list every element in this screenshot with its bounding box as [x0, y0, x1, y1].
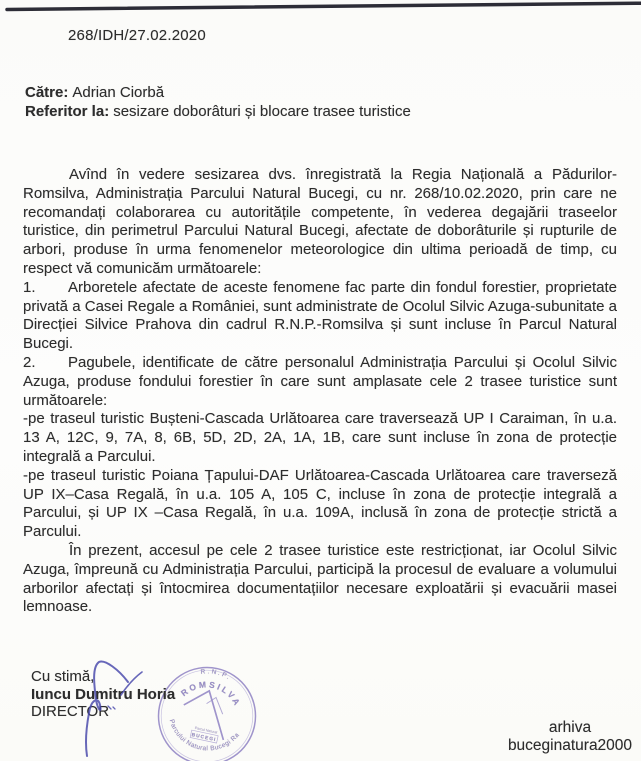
- recipient-line: [25, 84, 411, 103]
- signer-name: Iuncu Dumitru Horia: [31, 685, 176, 703]
- subject-label: Referitor la:: [25, 102, 110, 120]
- stamp-center-line2: BUCEGI: [190, 733, 217, 744]
- paragraph-route-1: -pe traseul turistic Bușteni-Cascada Urlătoarea care traversează UP I Caraiman, în u.a. 13 A, 12C, 9, 7A, 8, 6B, 5D, 2D, 2A, 1A, 1B, care sunt incluse în zona de protecție integrală a Parcului.: [23, 410, 617, 465]
- paragraph-closing: În prezent, accesul pe cele 2 trasee turistice este restricționat, iar Ocolul Silvic Azuga, împreună cu Administrația Parcului, participă la procesul de evaluare a volumului arborilor afectați și întocmirea documentațiilor necesare exploatării și evacuării masei lemnoase.: [23, 541, 617, 616]
- recipient-block: [25, 84, 411, 121]
- handwritten-signature: [55, 648, 150, 761]
- scan-line-stroke: [7, 3, 641, 9]
- reference-number: 268/IDH/27.02.2020: [68, 27, 206, 44]
- closing-salutation: Cu stimă,: [31, 668, 95, 685]
- recipient-name: Adrian Ciorbă: [72, 84, 165, 101]
- paragraph-intro: Avînd în vedere sesizarea dvs. înregistrată la Regia Națională a Pădurilor-Romsilva, Administrația Parcului Natural Bucegi, cu nr. 268/10.02.2020, prin care ne recomandați colaborarea cu autoritățile competente, în vederea degajării traseelor turistice, din perimetrul Parcului Natural Bucegi, afectate de doborâturile și rupturile de arbori, produse în urma fenomenelor meteorologice din ultima perioadă de timp, cu respect vă comunicăm următoarele:: [23, 166, 617, 277]
- subject-line: [25, 103, 411, 122]
- watermark-line1: arhiva: [548, 719, 592, 736]
- subject-text: sesizare doborâturi și blocare trasee turistice: [113, 102, 411, 120]
- signature-flourish-stroke: [121, 672, 142, 695]
- signer-title: DIRECTOR: [31, 703, 110, 721]
- scan-artifact-line: [0, 0, 641, 14]
- letter-body: [23, 166, 617, 617]
- recipient-label: Către:: [25, 84, 69, 101]
- item-text: Arboretele afectate de aceste fenomene fac parte din fondul forestier, proprietate privată a Casei Regale a României, sunt administrate de Ocolul Silvic Azuga-subunitate a Direcției Silvice Prahova din cadrul R.N.P.-Romsilva și sunt incluse în Parcul Natural Bucegi.: [23, 278, 617, 353]
- signature-strokes: [86, 662, 142, 756]
- item-number: 1.: [23, 278, 36, 296]
- stamp-org-label: [178, 673, 247, 710]
- watermark-line2: buceginatura2000: [507, 737, 633, 754]
- item-number: 2.: [23, 353, 36, 371]
- stamp-center-line1: Parcul Natural: [194, 725, 218, 735]
- paragraph-item-1: [23, 279, 617, 354]
- stamp-rnp-arc-text: R.N.P.: [200, 668, 233, 682]
- paragraph-item-2: [23, 354, 617, 410]
- stamp-bottom-arc-text: Parcului Natural Bucegi Ra: [167, 718, 242, 753]
- archive-watermark: [495, 719, 641, 755]
- stamp-org-arc-text: ROMSILVA: [178, 679, 244, 709]
- signature-main-stroke: [86, 662, 128, 756]
- item-text: Pagubele, identificate de către personalul Administrația Parcului și Ocolul Silvic Azuga, produse fondului forestier în care sunt amplasate cele 2 trasee turistice sunt următoarele:: [23, 353, 617, 409]
- paragraph-route-2: -pe traseul turistic Poiana Țapului-DAF Urlătoarea-Cascada Urlătoarea care traverseză UP IX–Casa Regală, în u.a. 105 A, 105 C, incluse în zona de protecție integrală a Parcului, și UP IX –Casa Regală, în u.a. 109A, inclusă în zona de protecție strictă a Parcului.: [23, 466, 617, 541]
- signature-tick-marks: [108, 706, 115, 709]
